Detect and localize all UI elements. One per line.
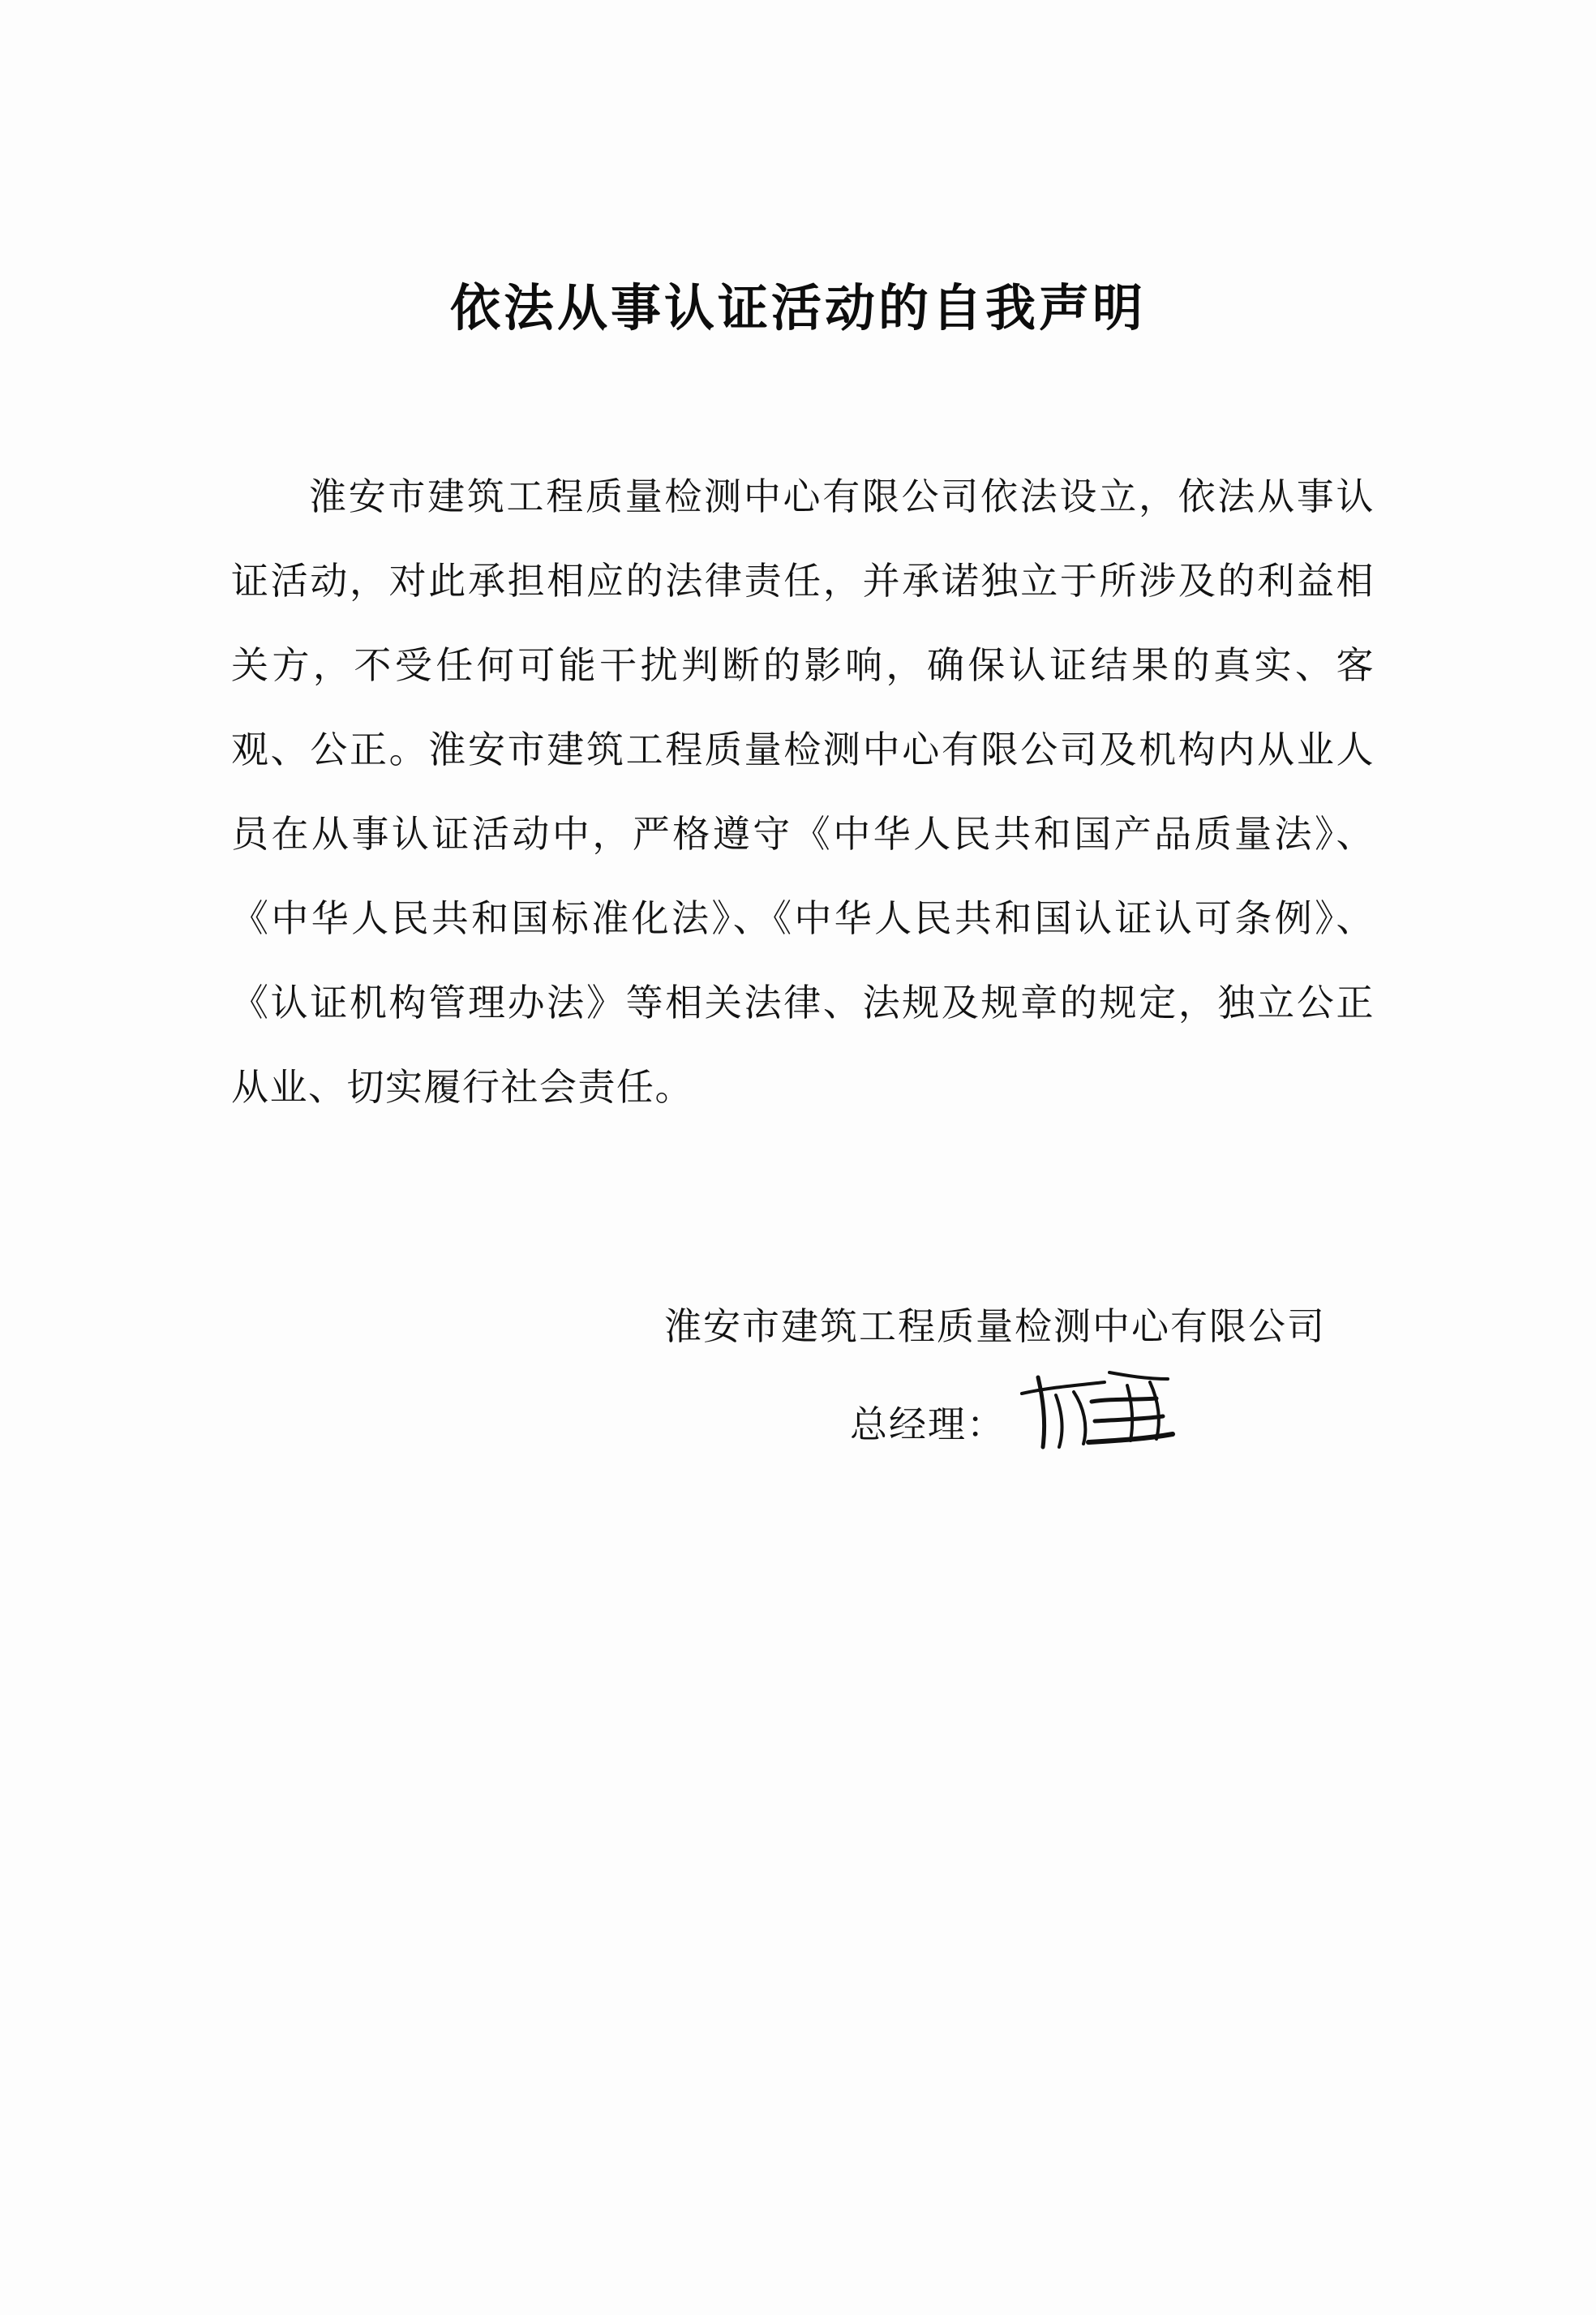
signature-row (231, 1377, 1375, 1467)
signature-block (231, 1290, 1375, 1467)
signature-company-name: 淮安市建筑工程质量检测中心有限公司 (664, 1304, 1326, 1348)
handwritten-signature-icon (1014, 1377, 1200, 1467)
declaration-paragraph: 淮安市建筑工程质量检测中心有限公司依法设立，依法从事认证活动，对此承担相应的法律责任，并承诺独立于所涉及的利益相关方，不受任何可能干扰判断的影响，确保认证结果的真实、客观、公正。淮安市建筑工程质量检测中心有限公司及机构内从业人员在从事认证活动中，严格遵守《中华人民共和国产品质量法》、《中华人民共和国标准化法》、《中华人民共和国认证认可条例》、《认证机构管理办法》等相关法律、法规及规章的规定，独立公正从业、切实履行社会责任。 (231, 475, 1375, 1109)
signature-title-label: 总经理： (850, 1402, 1006, 1446)
page-title: 依法从事认证活动的自我声明 (449, 278, 1146, 337)
document-body (231, 454, 1375, 1129)
